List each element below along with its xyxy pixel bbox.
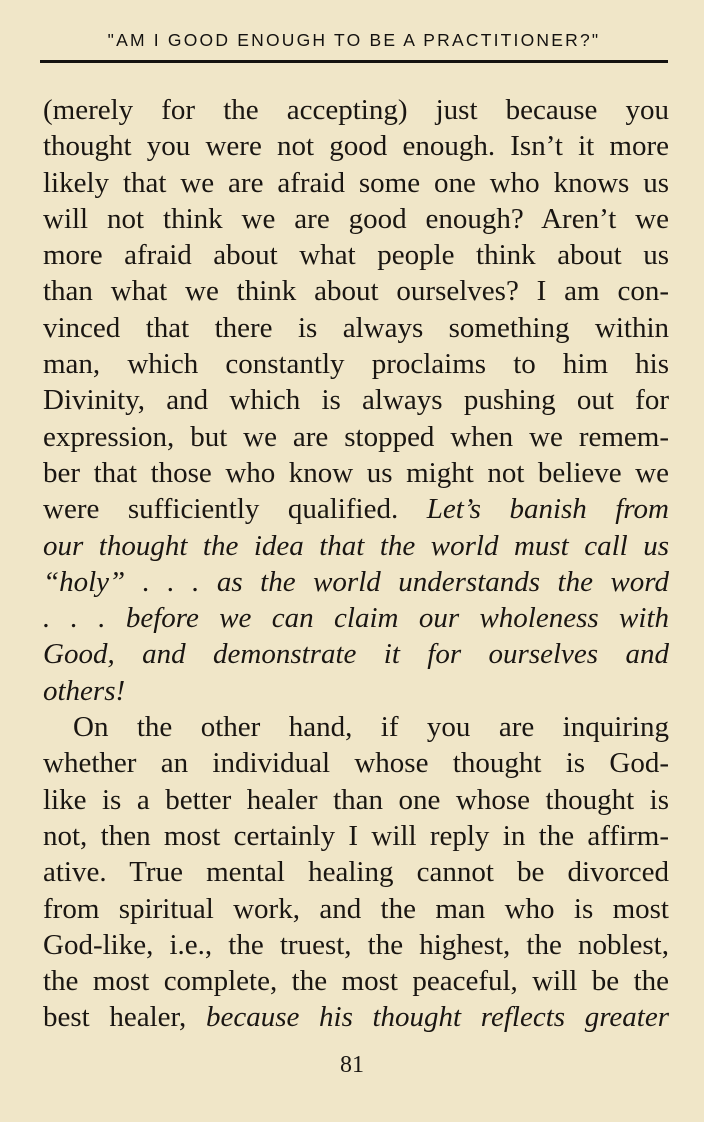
roman-run: were sufficiently qualified. <box>43 493 399 526</box>
text-line: than what we think about ourselves? I am con- <box>43 275 669 308</box>
text-line: like is a better healer than one whose thought is <box>43 783 669 816</box>
text-line: ative. True mental healing cannot be divorced <box>43 856 669 889</box>
italic-line: Good, and demonstrate it for ourselves and <box>43 638 669 671</box>
text-line: man, which constantly proclaims to him his <box>43 348 669 381</box>
text-line: thought you were not good enough. Isn’t it more <box>43 130 669 163</box>
text-line: likely that we are afraid some one who knows us <box>43 166 669 199</box>
text-line: from spiritual work, and the man who is most <box>43 892 669 925</box>
roman-run: best healer, <box>43 1001 187 1034</box>
text-line: the most complete, the most peaceful, will be the <box>43 965 669 998</box>
header-rule <box>40 60 668 63</box>
text-line: (merely for the accepting) just because you <box>43 94 669 126</box>
text-line-mixed <box>43 491 669 527</box>
running-head-title: "AM I GOOD ENOUGH TO BE A PRACTITIONER?" <box>107 30 601 50</box>
text-line: God-like, i.e., the truest, the highest, the noblest, <box>43 928 669 961</box>
text-line: expression, but we are stopped when we remem- <box>43 420 669 453</box>
text-line: will not think we are good enough? Aren’t we <box>43 202 669 235</box>
text-line: vinced that there is always something within <box>43 311 669 344</box>
text-line: whether an individual whose thought is God- <box>43 747 669 780</box>
text-line: Divinity, and which is always pushing out for <box>43 384 669 417</box>
text-line: more afraid about what people think about us <box>43 239 669 272</box>
italic-run: Let’s banish from <box>426 493 669 526</box>
body-text <box>43 92 669 1036</box>
italic-line: our thought the idea that the world must call us <box>43 529 669 562</box>
page-number: 81 <box>340 1052 364 1078</box>
text-line-mixed <box>43 999 669 1035</box>
text-line: not, then most certainly I will reply in the affirm- <box>43 819 669 852</box>
italic-line: . . . before we can claim our wholeness with <box>43 602 669 635</box>
text-line: ber that those who know us might not believe we <box>43 456 669 489</box>
paragraph-first-line: On the other hand, if you are inquiring <box>73 711 669 744</box>
italic-line-last: others! <box>43 674 126 707</box>
italic-line: “holy” . . . as the world understands the word <box>43 565 669 598</box>
italic-run: because his thought reflects greater <box>205 1001 670 1034</box>
